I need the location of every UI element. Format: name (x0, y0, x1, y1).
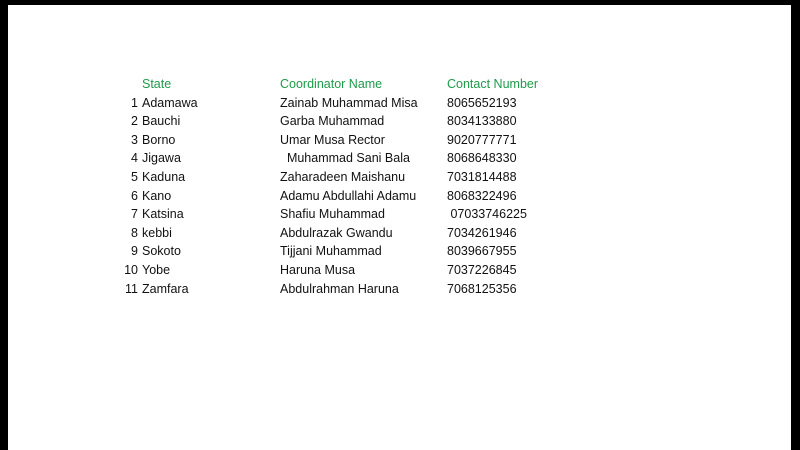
row-state: Bauchi (142, 114, 181, 129)
row-state: kebbi (142, 225, 172, 240)
row-coordinator-name: Abdulrahman Haruna (280, 281, 399, 296)
row-state: Kaduna (142, 169, 186, 184)
row-contact-number: 8068322496 (447, 188, 517, 203)
header-state: State (142, 77, 172, 91)
row-number: 8 (131, 225, 138, 240)
row-state: Zamfara (142, 281, 189, 296)
document-page (8, 5, 791, 450)
row-number: 7 (131, 207, 138, 222)
row-contact-number: 7031814488 (447, 169, 517, 184)
row-contact-number: 7068125356 (447, 281, 517, 296)
row-number: 11 (125, 281, 138, 296)
row-state: Adamawa (142, 95, 198, 110)
row-contact-number: 8068648330 (447, 151, 517, 166)
row-number: 10 (124, 262, 138, 277)
row-number: 3 (131, 132, 138, 147)
row-coordinator-name: Abdulrazak Gwandu (280, 225, 393, 240)
row-number: 2 (131, 114, 138, 129)
row-number: 1 (131, 95, 138, 110)
row-number: 4 (131, 151, 138, 166)
row-number: 5 (131, 169, 138, 184)
row-contact-number: 8065652193 (447, 95, 517, 110)
row-coordinator-name: Zaharadeen Maishanu (280, 169, 406, 184)
row-state: Sokoto (142, 244, 181, 259)
row-coordinator-name: Muhammad Sani Bala (280, 151, 410, 166)
row-contact-number: 7034261946 (447, 225, 517, 240)
row-number: 6 (131, 188, 138, 203)
row-contact-number: 8034133880 (447, 114, 517, 129)
row-contact-number: 7037226845 (447, 262, 517, 277)
row-state: Katsina (142, 207, 184, 222)
row-coordinator-name: Garba Muhammad (280, 114, 385, 129)
row-state: Borno (142, 132, 176, 147)
row-number: 9 (131, 244, 138, 259)
row-state: Kano (142, 188, 172, 203)
row-coordinator-name: Shafiu Muhammad (280, 207, 385, 222)
header-coordinator-name: Coordinator Name (280, 77, 383, 91)
row-state: Jigawa (142, 151, 181, 166)
row-coordinator-name: Haruna Musa (280, 262, 356, 277)
row-coordinator-name: Adamu Abdullahi Adamu (280, 188, 417, 203)
row-contact-number: 9020777771 (447, 132, 517, 147)
row-state: Yobe (142, 262, 171, 277)
header-contact-number: Contact Number (447, 77, 539, 91)
row-contact-number: 8039667955 (447, 244, 517, 259)
row-contact-number: 07033746225 (447, 207, 527, 222)
row-coordinator-name: Tijjani Muhammad (280, 244, 382, 259)
row-coordinator-name: Zainab Muhammad Misa (280, 95, 418, 110)
row-coordinator-name: Umar Musa Rector (280, 132, 385, 147)
